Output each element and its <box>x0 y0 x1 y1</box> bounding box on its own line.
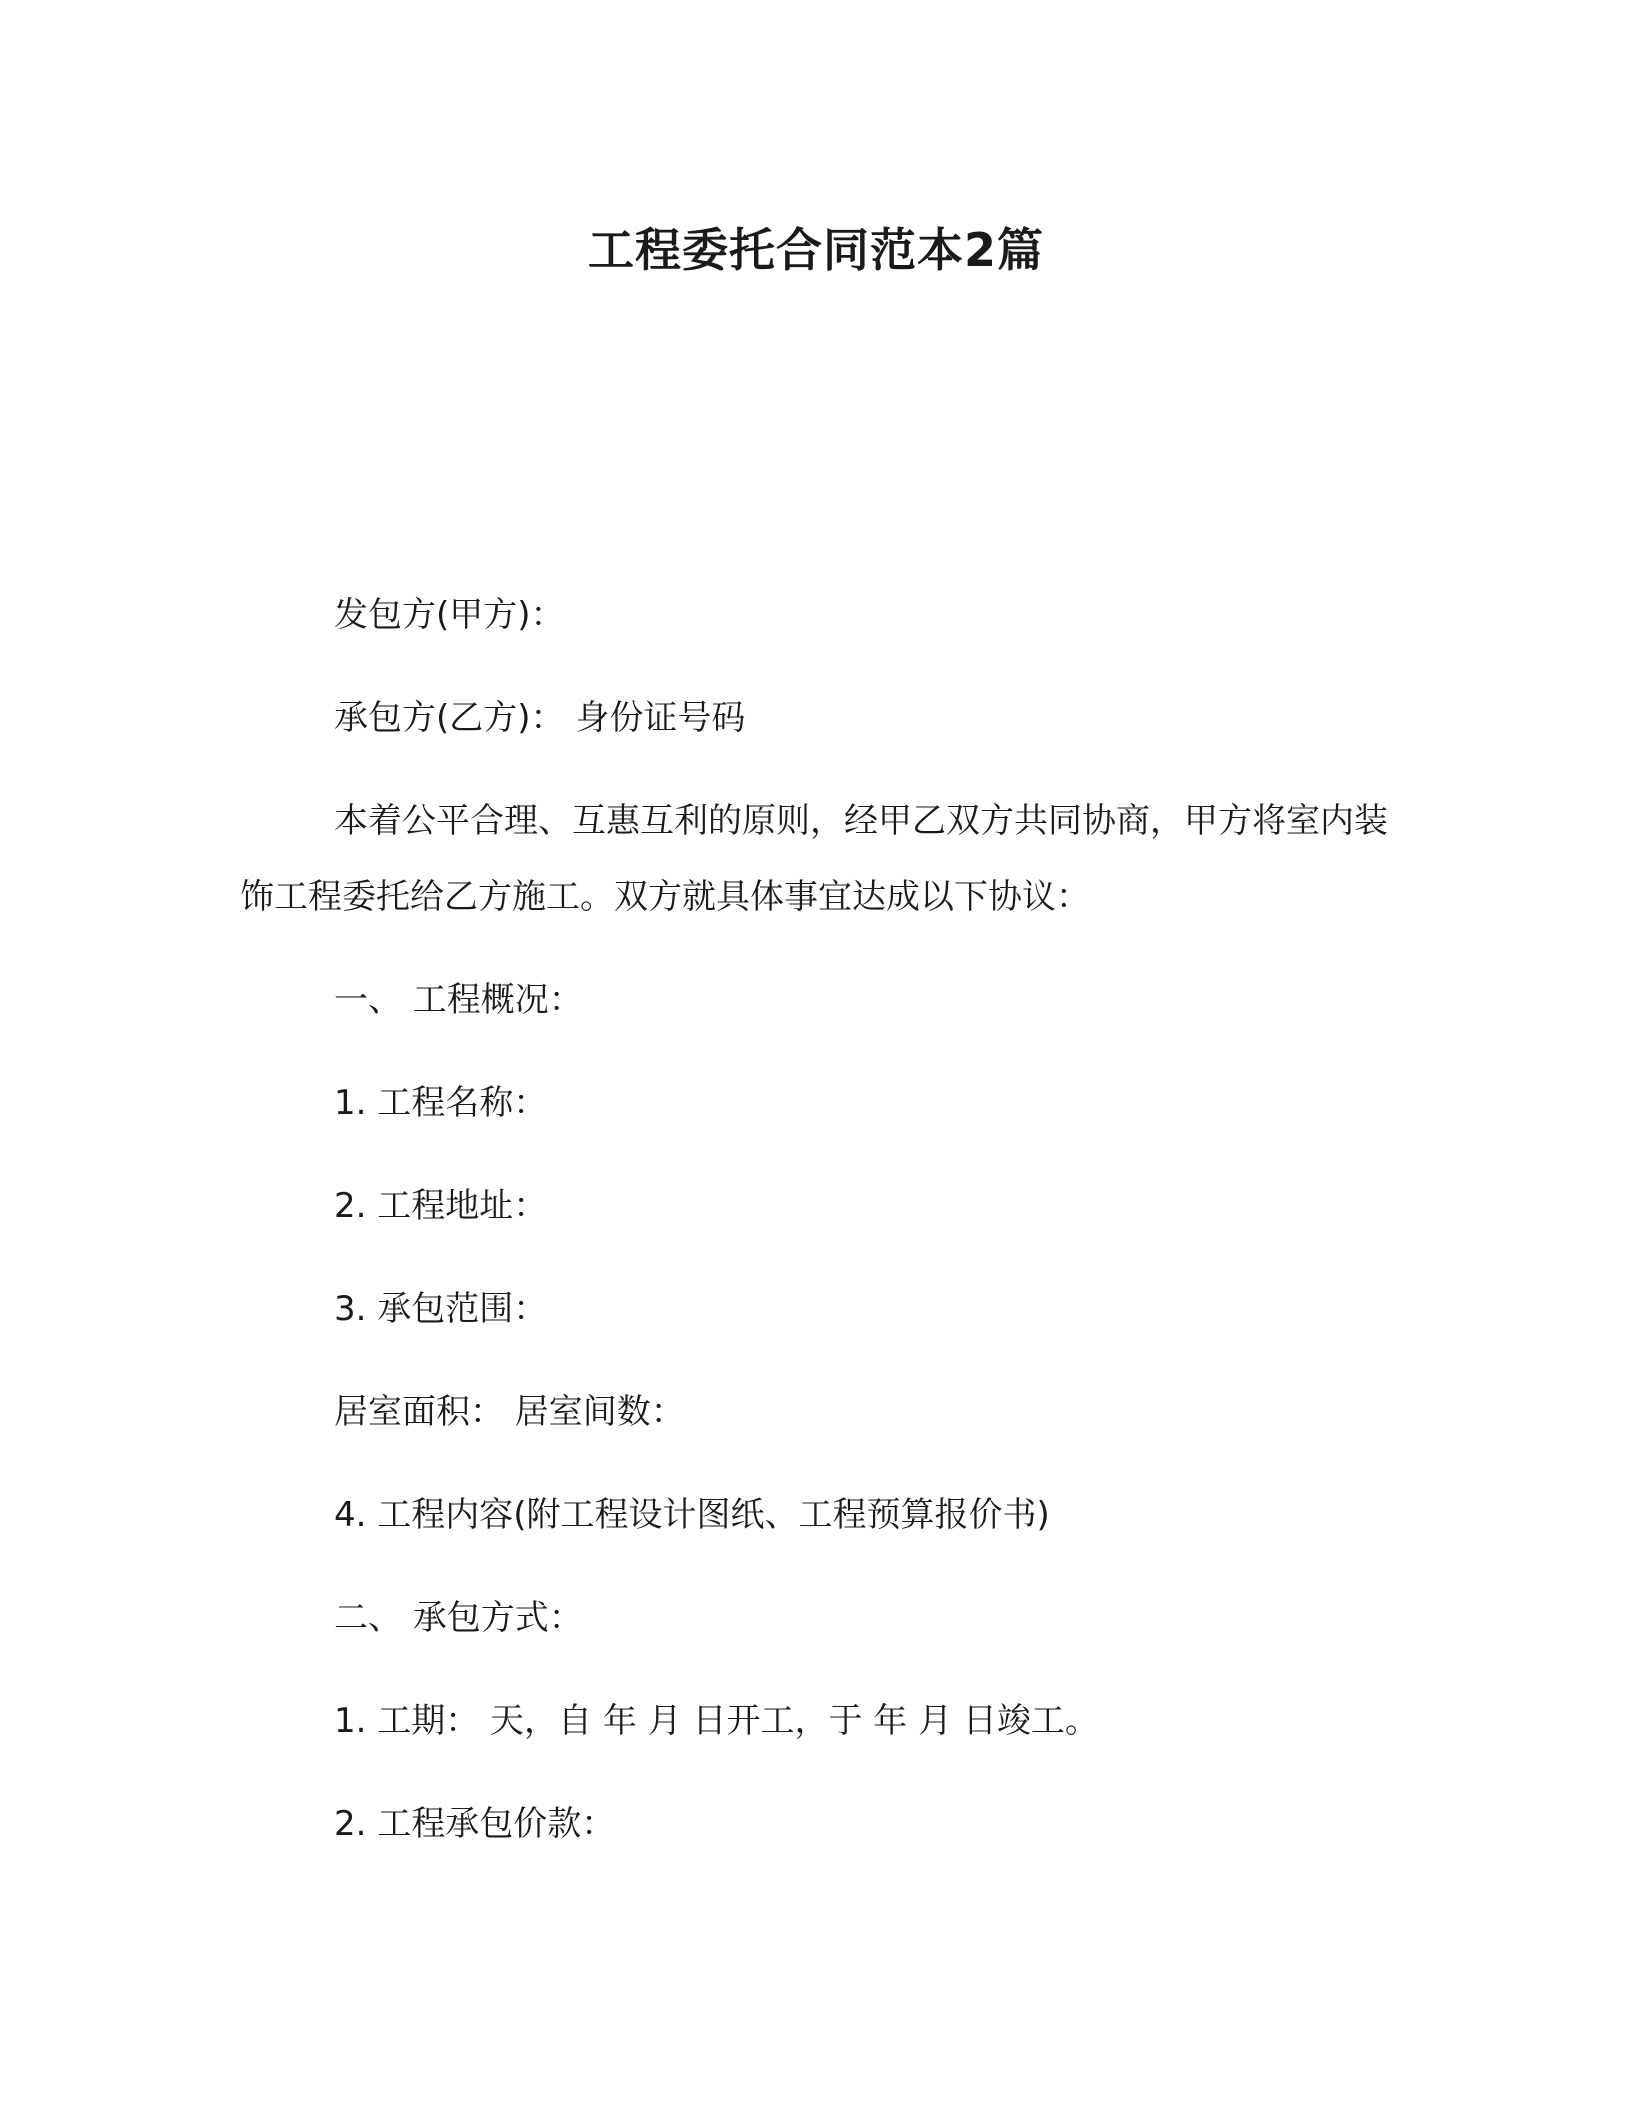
document-body <box>240 592 1390 1904</box>
project-content-line: 4. 工程内容(附工程设计图纸、工程预算报价书) <box>334 1495 1050 1535</box>
section-two-heading: 二、 承包方式： <box>334 1598 583 1638</box>
document-title: 工程委托合同范本2篇 <box>587 223 1044 277</box>
preamble-paragraph: 本着公平合理、互惠互利的原则，经甲乙双方共同协商，甲方将室内装饰工程委托给乙方施工。双方就具体事宜达成以下协议： <box>240 801 1388 917</box>
contract-price-line: 2. 工程承包价款： <box>334 1804 616 1844</box>
section-one-heading: 一、 工程概况： <box>334 980 583 1020</box>
party-b-line: 承包方(乙方)： 身份证号码 <box>334 698 746 738</box>
project-name-line: 1. 工程名称： <box>334 1083 548 1123</box>
project-address-line: 2. 工程地址： <box>334 1186 548 1226</box>
construction-period-line: 1. 工期： 天，自 年 月 日开工，于 年 月 日竣工。 <box>334 1701 1099 1741</box>
contract-scope-line: 3. 承包范围： <box>334 1289 548 1329</box>
party-a-line: 发包方(甲方)： <box>334 595 565 635</box>
residence-area-line: 居室面积： 居室间数： <box>334 1392 685 1432</box>
